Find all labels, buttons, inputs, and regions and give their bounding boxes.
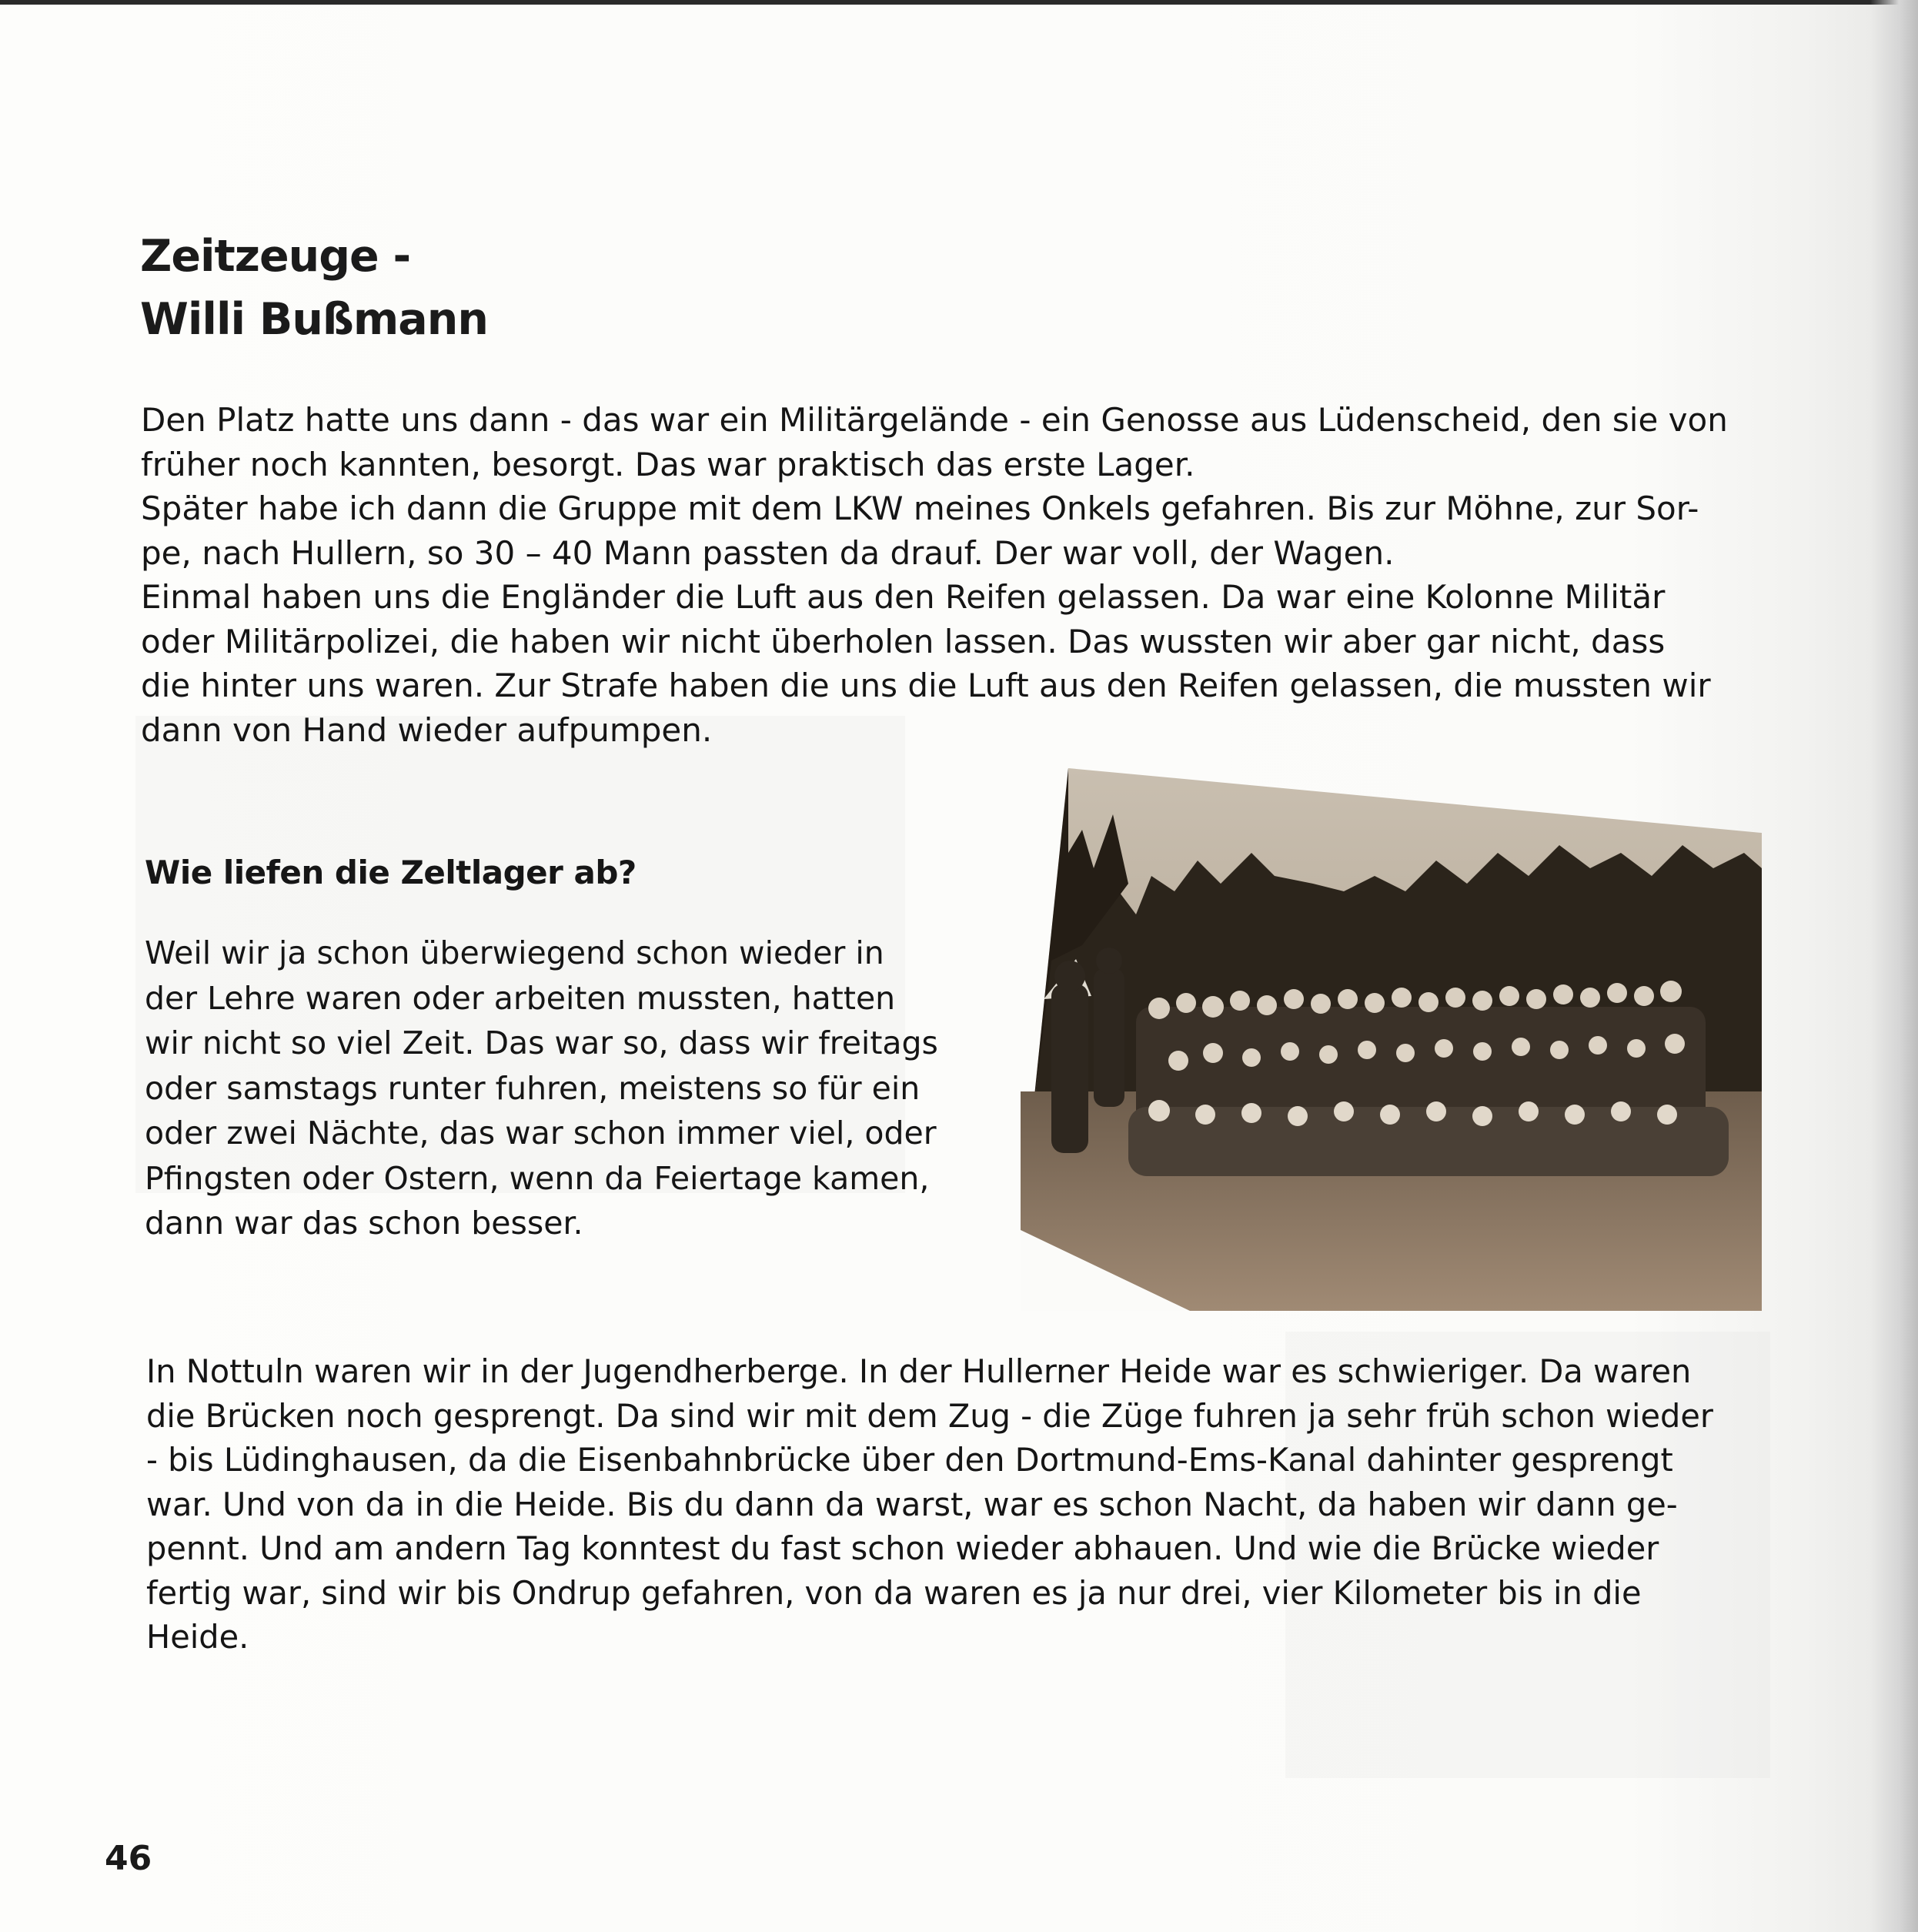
text-line: Pfingsten oder Ostern, wenn da Feiertage kamen, <box>145 1159 930 1197</box>
text-line: die hinter uns waren. Zur Strafe haben die uns die Luft aus den Reifen gelassen, die mussten wir <box>141 667 1711 704</box>
article-title <box>140 225 488 351</box>
page-gutter-shadow <box>1870 0 1918 1932</box>
text-line: früher noch kannten, besorgt. Das war praktisch das erste Lager. <box>141 445 1195 483</box>
article-title-line: Willi Bußmann <box>140 294 488 345</box>
answer-paragraph <box>145 931 974 1246</box>
text-line: der Lehre waren oder arbeiten mussten, hatten <box>145 979 896 1017</box>
text-line: pe, nach Hullern, so 30 – 40 Mann passten da drauf. Der war voll, der Wagen. <box>141 533 1395 572</box>
text-line: Einmal haben uns die Engländer die Luft aus den Reifen gelassen. Da war eine Kolonne Militär <box>141 578 1666 616</box>
text-line: Heide. <box>146 1618 249 1656</box>
text-line: - bis Lüdinghausen, da die Eisenbahnbrücke über den Dortmund-Ems-Kanal dahinter gesprengt <box>146 1441 1673 1479</box>
text-line: oder samstags runter fuhren, meistens so für ein <box>145 1069 921 1107</box>
closing-paragraph <box>146 1349 1755 1660</box>
page-number: 46 <box>105 1839 152 1878</box>
text-line: fertig war, sind wir bis Ondrup gefahren, von da waren es ja nur drei, vier Kilometer bis in die <box>146 1573 1642 1612</box>
interview-question: Wie liefen die Zeltlager ab? <box>145 854 637 891</box>
group-photo <box>1021 768 1762 1311</box>
text-line: oder Militärpolizei, die haben wir nicht überholen lassen. Das wussten wir aber gar nicht, dass <box>141 622 1666 660</box>
group-photo-image <box>1021 768 1762 1311</box>
scan-top-edge <box>0 0 1918 5</box>
text-line: Den Platz hatte uns dann - das war ein Militärgelände - ein Genosse aus Lüdenscheid, den sie von <box>141 401 1728 439</box>
article-title-line: Zeitzeuge - <box>140 231 411 282</box>
text-line: oder zwei Nächte, das war schon immer viel, oder <box>145 1115 937 1152</box>
text-line: In Nottuln waren wir in der Jugendherberge. In der Hullerner Heide war es schwieriger. Da waren <box>146 1352 1692 1390</box>
text-line: pennt. Und am andern Tag konntest du fast schon wieder abhauen. Und wie die Brücke wieder <box>146 1529 1659 1567</box>
text-line: dann war das schon besser. <box>145 1205 583 1242</box>
text-line: Weil wir ja schon überwiegend schon wieder in <box>145 934 884 971</box>
text-line: war. Und von da in die Heide. Bis du dann da warst, war es schon Nacht, da haben wir dann ge- <box>146 1485 1678 1523</box>
text-line: dann von Hand wieder aufpumpen. <box>141 710 713 749</box>
intro-paragraph <box>141 398 1749 752</box>
text-line: Später habe ich dann die Gruppe mit dem LKW meines Onkels gefahren. Bis zur Möhne, zur Sor- <box>141 490 1699 527</box>
text-line: die Brücken noch gesprengt. Da sind wir mit dem Zug - die Züge fuhren ja sehr früh schon wieder <box>146 1396 1713 1435</box>
text-line: wir nicht so viel Zeit. Das war so, dass wir freitags <box>145 1024 938 1061</box>
